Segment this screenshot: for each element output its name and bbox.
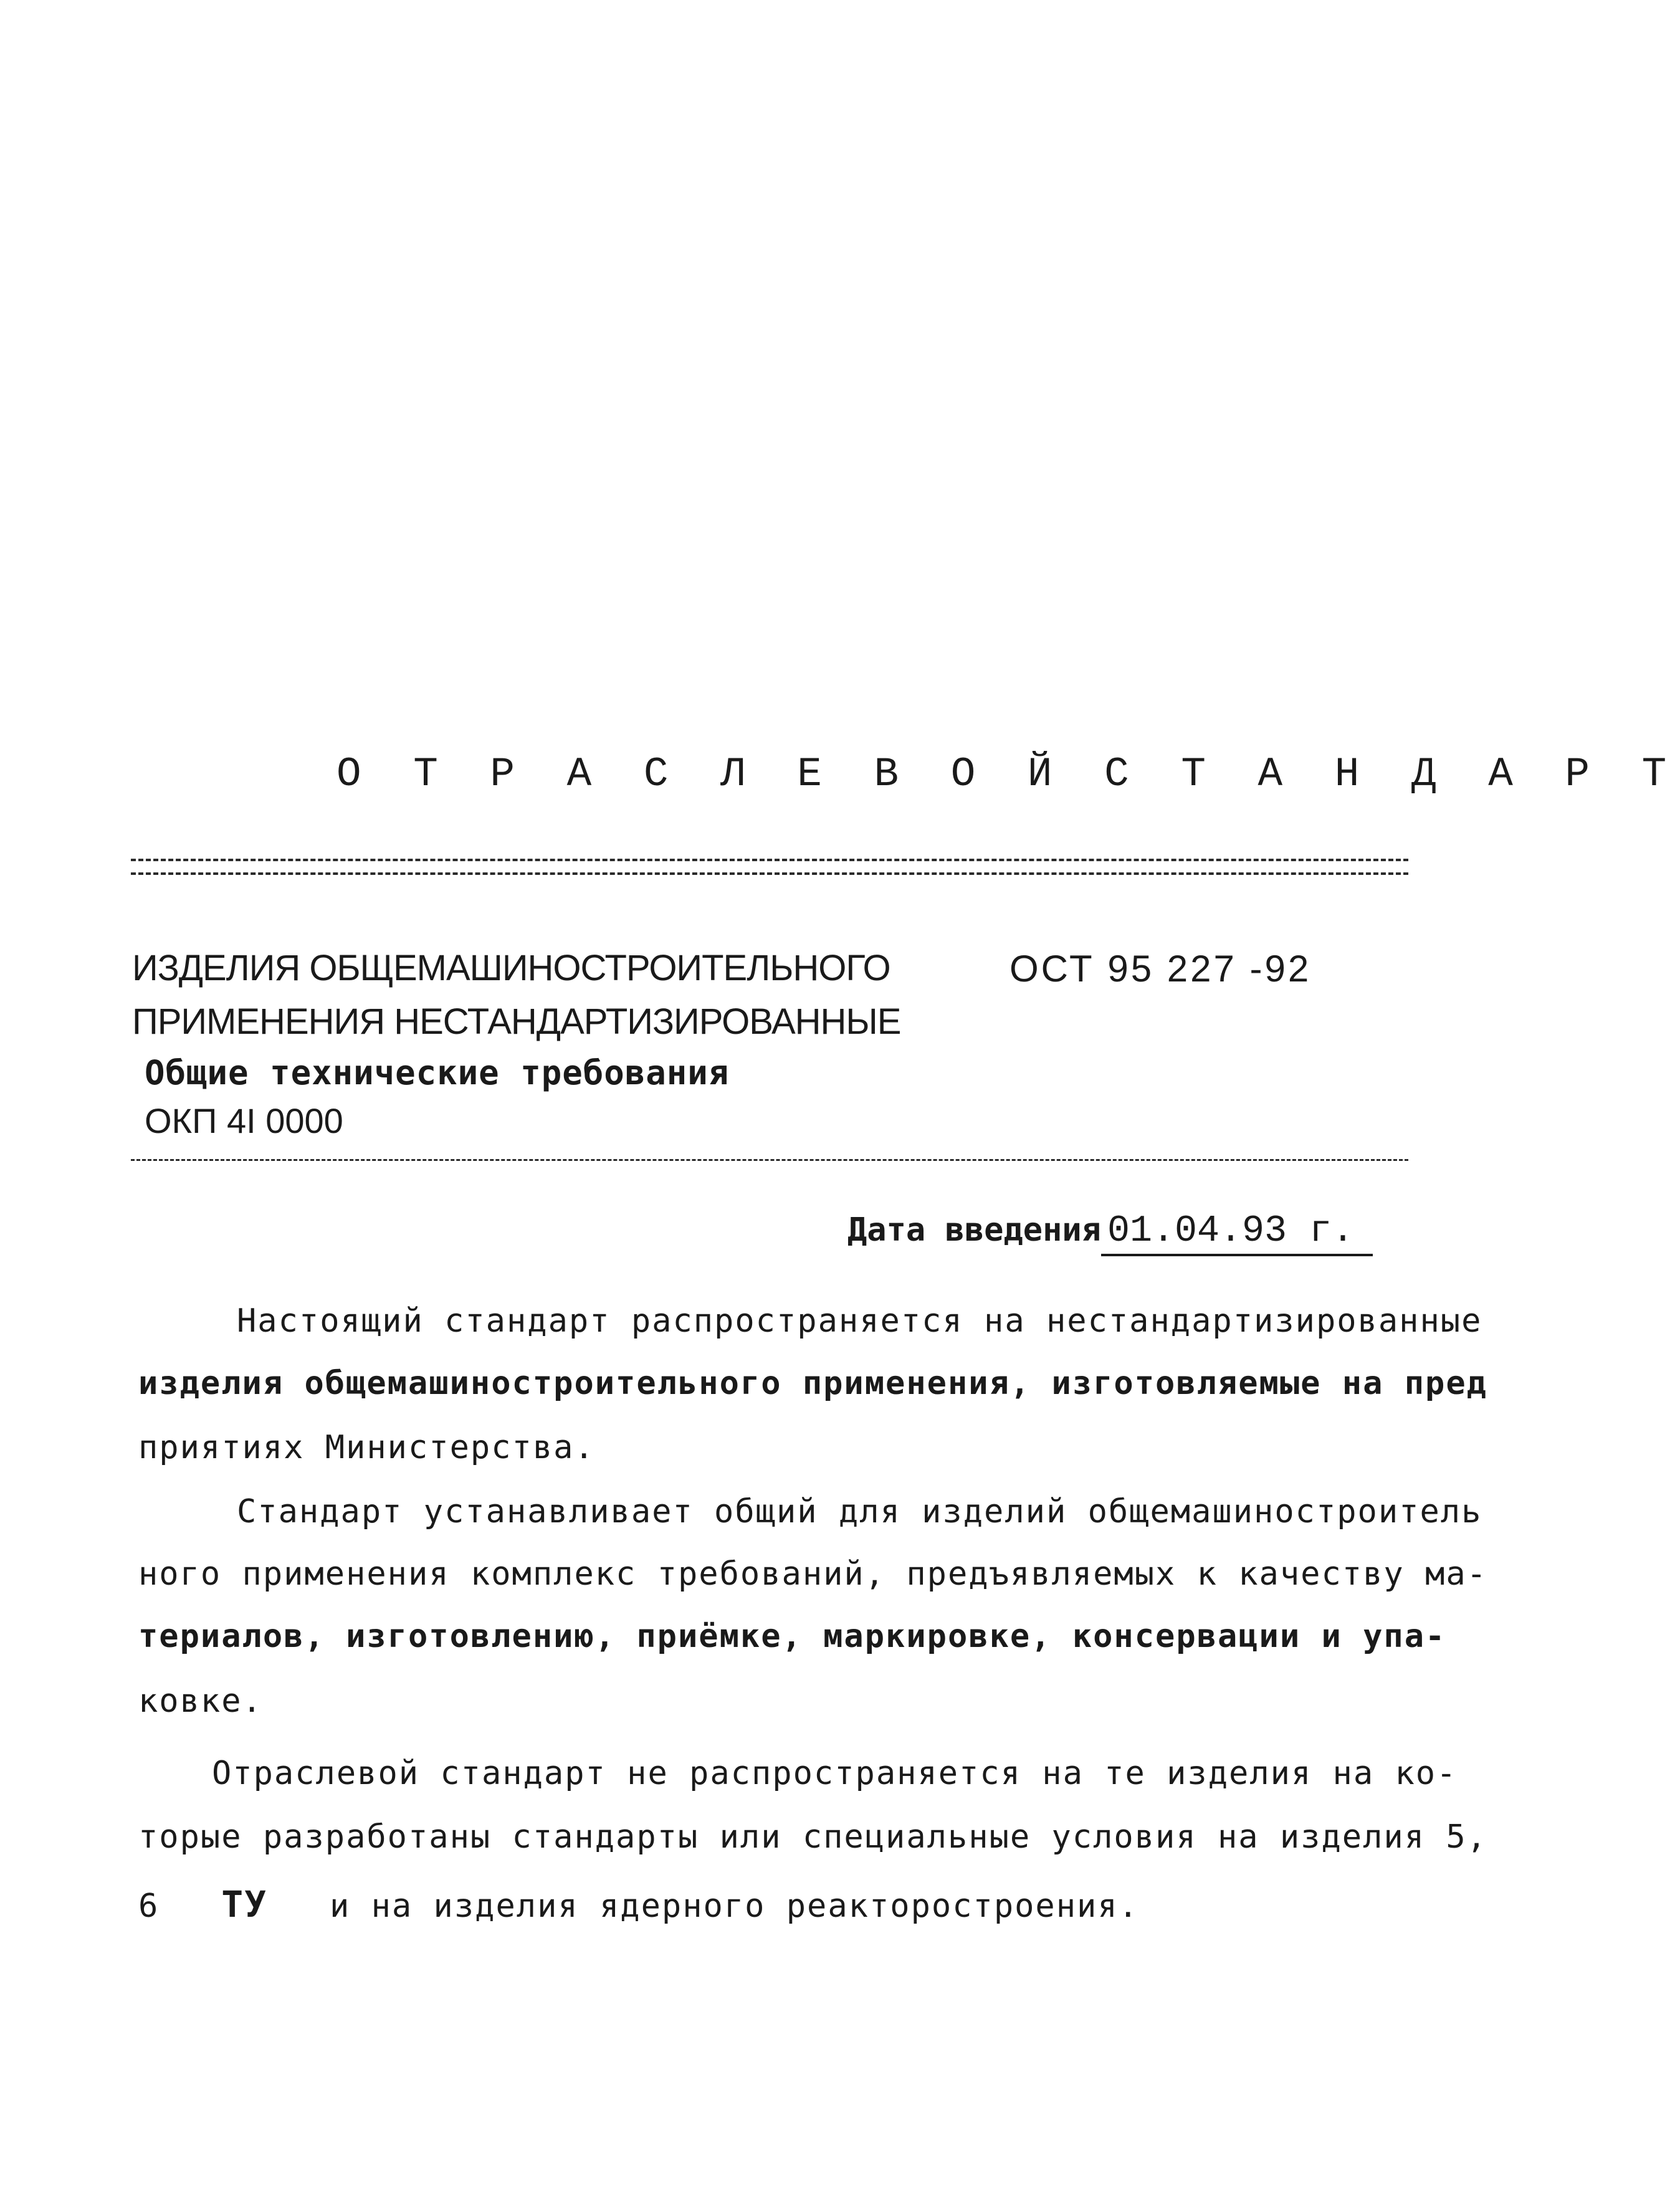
p3-line-3 bbox=[138, 1883, 1139, 1926]
tu-code: ТУ bbox=[221, 1883, 268, 1926]
intro-date bbox=[847, 1210, 1373, 1253]
p1-line-2: изделия общемашиностроительного применения, изготовляемые на пред bbox=[138, 1365, 1487, 1402]
intro-date-label: Дата введения bbox=[847, 1211, 1101, 1249]
okp-code: ОКП 4I 0000 bbox=[145, 1101, 343, 1140]
top-rule-2 bbox=[131, 872, 1408, 875]
intro-date-value: 01.04.93 г. bbox=[1101, 1210, 1373, 1256]
top-rule-1 bbox=[131, 859, 1408, 861]
p2-line-4: ковке. bbox=[138, 1682, 263, 1720]
bottom-rule bbox=[131, 1159, 1408, 1161]
ost-number: ОСТ 95 227 -92 bbox=[1009, 948, 1312, 990]
document-heading: О Т Р А С Л Е В О Й С Т А Н Д А Р Т bbox=[336, 751, 1680, 798]
p1-line-3: приятиях Министерства. bbox=[138, 1429, 595, 1466]
p3-line-2: торые разработаны стандарты или специальные условия на изделия 5, bbox=[138, 1818, 1487, 1856]
subtitle: Общие технические требования bbox=[145, 1053, 730, 1092]
p3-line-3-suffix: и на изделия ядерного реакторостроения. bbox=[330, 1888, 1139, 1925]
p2-line-3: териалов, изготовлению, приёмке, маркировке, консервации и упа- bbox=[138, 1618, 1446, 1655]
p1-line-1: Настоящий стандарт распространяется на нестандартизированные bbox=[237, 1302, 1482, 1340]
p2-line-1: Стандарт устанавливает общий для изделий общемашиностроитель bbox=[237, 1493, 1482, 1530]
p3-line-1: Отраслевой стандарт не распространяется на те изделия на ко- bbox=[212, 1755, 1458, 1792]
title-line-1: ИЗДЕЛИЯ ОБЩЕМАШИНОСТРОИТЕЛЬНОГО bbox=[132, 948, 890, 988]
title-line-2: ПРИМЕНЕНИЯ НЕСТАНДАРТИЗИРОВАННЫЕ bbox=[132, 1001, 901, 1042]
p3-line-3-prefix: 6 bbox=[138, 1888, 160, 1925]
p2-line-2: ного применения комплекс требований, предъявляемых к качеству ма- bbox=[138, 1555, 1487, 1593]
